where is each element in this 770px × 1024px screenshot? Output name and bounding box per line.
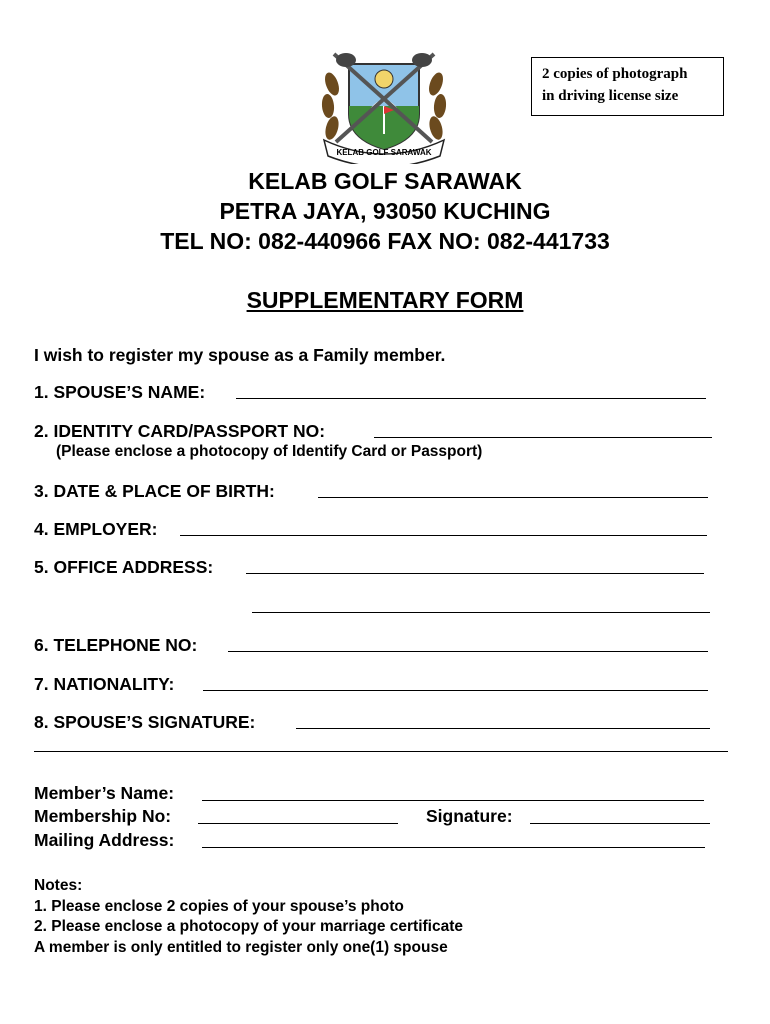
nationality-label: 7. NATIONALITY: xyxy=(34,674,175,694)
notes-heading: Notes: xyxy=(34,877,83,894)
intro-text: I wish to register my spouse as a Family member. xyxy=(34,345,446,365)
employer-label: 4. EMPLOYER: xyxy=(34,519,158,539)
photo-note-line2: in driving license size xyxy=(542,88,679,104)
photo-note-line1: 2 copies of photograph xyxy=(542,66,688,82)
section-divider xyxy=(34,751,728,752)
spouse-name-field[interactable] xyxy=(236,398,706,399)
note-item-3: A member is only entitled to register only one(1) spouse xyxy=(34,939,448,956)
nationality-field[interactable] xyxy=(203,690,708,691)
spouse-signature-field[interactable] xyxy=(296,728,710,729)
mailing-address-label: Mailing Address: xyxy=(34,830,175,850)
member-signature-field[interactable] xyxy=(530,823,710,824)
club-address: PETRA JAYA, 93050 KUCHING xyxy=(219,198,551,224)
dob-place-label: 3. DATE & PLACE OF BIRTH: xyxy=(34,481,275,501)
ic-passport-label: 2. IDENTITY CARD/PASSPORT NO: xyxy=(34,421,326,441)
member-name-field[interactable] xyxy=(202,800,704,801)
form-title: SUPPLEMENTARY FORM xyxy=(246,287,524,313)
spouse-signature-label: 8. SPOUSE’S SIGNATURE: xyxy=(34,712,256,732)
ic-passport-field[interactable] xyxy=(374,437,712,438)
office-address-field-line2[interactable] xyxy=(252,612,710,613)
ic-note: (Please enclose a photocopy of Identify Card or Passport) xyxy=(56,443,483,460)
note-item-1: 1. Please enclose 2 copies of your spouse’s photo xyxy=(34,898,404,915)
member-signature-label: Signature: xyxy=(426,806,513,826)
club-contact: TEL NO: 082-440966 FAX NO: 082-441733 xyxy=(160,228,610,254)
employer-field[interactable] xyxy=(180,535,707,536)
dob-place-field[interactable] xyxy=(318,497,708,498)
spouse-name-label: 1. SPOUSE’S NAME: xyxy=(34,382,206,402)
membership-no-label: Membership No: xyxy=(34,806,172,826)
office-address-field[interactable] xyxy=(246,573,704,574)
membership-no-field[interactable] xyxy=(198,823,398,824)
svg-text:KELAB GOLF SARAWAK: KELAB GOLF SARAWAK xyxy=(336,148,432,157)
club-crest-icon xyxy=(314,44,454,164)
telephone-field[interactable] xyxy=(228,651,708,652)
club-name: KELAB GOLF SARAWAK xyxy=(248,168,522,194)
telephone-label: 6. TELEPHONE NO: xyxy=(34,635,198,655)
mailing-address-field[interactable] xyxy=(202,847,705,848)
note-item-2: 2. Please enclose a photocopy of your marriage certificate xyxy=(34,918,463,935)
member-name-label: Member’s Name: xyxy=(34,783,175,803)
office-address-label: 5. OFFICE ADDRESS: xyxy=(34,557,214,577)
photo-requirement-box xyxy=(531,57,724,116)
